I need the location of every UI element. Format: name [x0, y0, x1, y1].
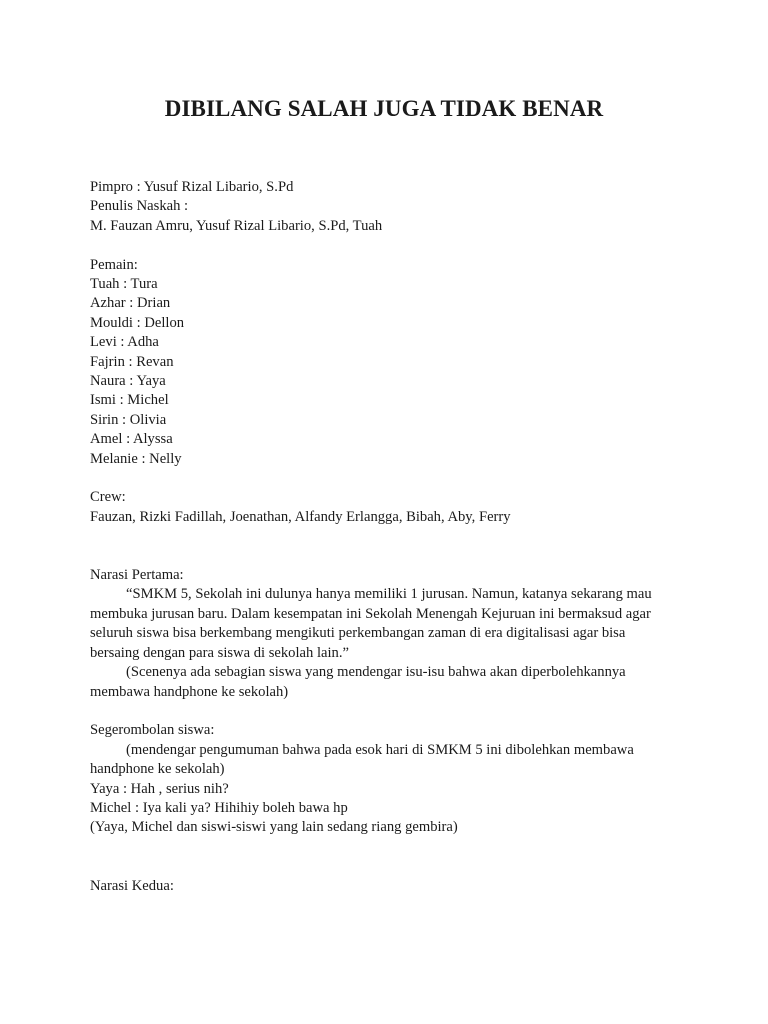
scene-heading: Narasi Kedua:: [90, 877, 174, 894]
narration-line: bersaing dengan para siswa di sekolah lain.”: [90, 644, 349, 661]
stage-direction-line: (Yaya, Michel dan siswi-siswi yang lain sedang riang gembira): [90, 819, 458, 836]
cast-member: Mouldi : Dellon: [90, 314, 185, 331]
spacer: [90, 236, 680, 255]
cast-member: Tuah : Tura: [90, 276, 158, 293]
crew-label: Crew:: [90, 489, 126, 506]
spacer: [90, 702, 680, 721]
narration-line: seluruh siswa bisa berkembang mengikuti perkembangan zaman di era digitalisasi agar bisa: [90, 625, 626, 642]
cast-member: Melanie : Nelly: [90, 450, 182, 467]
penulis-names: M. Fauzan Amru, Yusuf Rizal Libario, S.Pd, Tuah: [90, 217, 383, 234]
scene-heading: Narasi Pertama:: [90, 567, 184, 584]
narration-line: membuka jurusan baru. Dalam kesempatan ini Sekolah Menengah Kejuruan ini bermaksud agar: [90, 605, 651, 622]
stage-direction-line: membawa handphone ke sekolah): [90, 683, 289, 700]
cast-member: Amel : Alyssa: [90, 431, 173, 448]
spacer: [90, 838, 680, 877]
cast-member: Azhar : Drian: [90, 295, 171, 312]
document-title: DIBILANG SALAH JUGA TIDAK BENAR: [164, 96, 604, 121]
stage-direction-line: (mendengar pengumuman bahwa pada esok hari di SMKM 5 ini dibolehkan membawa: [126, 741, 634, 758]
penulis-label: Penulis Naskah :: [90, 198, 189, 215]
cast-member: Ismi : Michel: [90, 392, 169, 409]
narration-line: “SMKM 5, Sekolah ini dulunya hanya memiliki 1 jurusan. Namun, katanya sekarang mau: [126, 586, 652, 603]
document-body: [90, 178, 680, 896]
cast-member: Naura : Yaya: [90, 373, 166, 390]
cast-member: Sirin : Olivia: [90, 411, 167, 428]
stage-direction-line: (Scenenya ada sebagian siswa yang mendengar isu-isu bahwa akan diperbolehkannya: [126, 664, 626, 681]
scene-heading: Segerombolan siswa:: [90, 722, 215, 739]
stage-direction-line: handphone ke sekolah): [90, 761, 225, 778]
spacer: [90, 527, 680, 566]
crew-names: Fauzan, Rizki Fadillah, Joenathan, Alfandy Erlangga, Bibah, Aby, Ferry: [90, 508, 511, 525]
cast-member: Levi : Adha: [90, 334, 159, 351]
cast-label: Pemain:: [90, 256, 138, 273]
dialogue-line: Michel : Iya kali ya? Hihihiy boleh bawa hp: [90, 799, 348, 816]
spacer: [90, 469, 680, 488]
dialogue-line: Yaya : Hah , serius nih?: [90, 780, 229, 797]
cast-member: Fajrin : Revan: [90, 353, 174, 370]
pimpro-line: Pimpro : Yusuf Rizal Libario, S.Pd: [90, 179, 294, 195]
